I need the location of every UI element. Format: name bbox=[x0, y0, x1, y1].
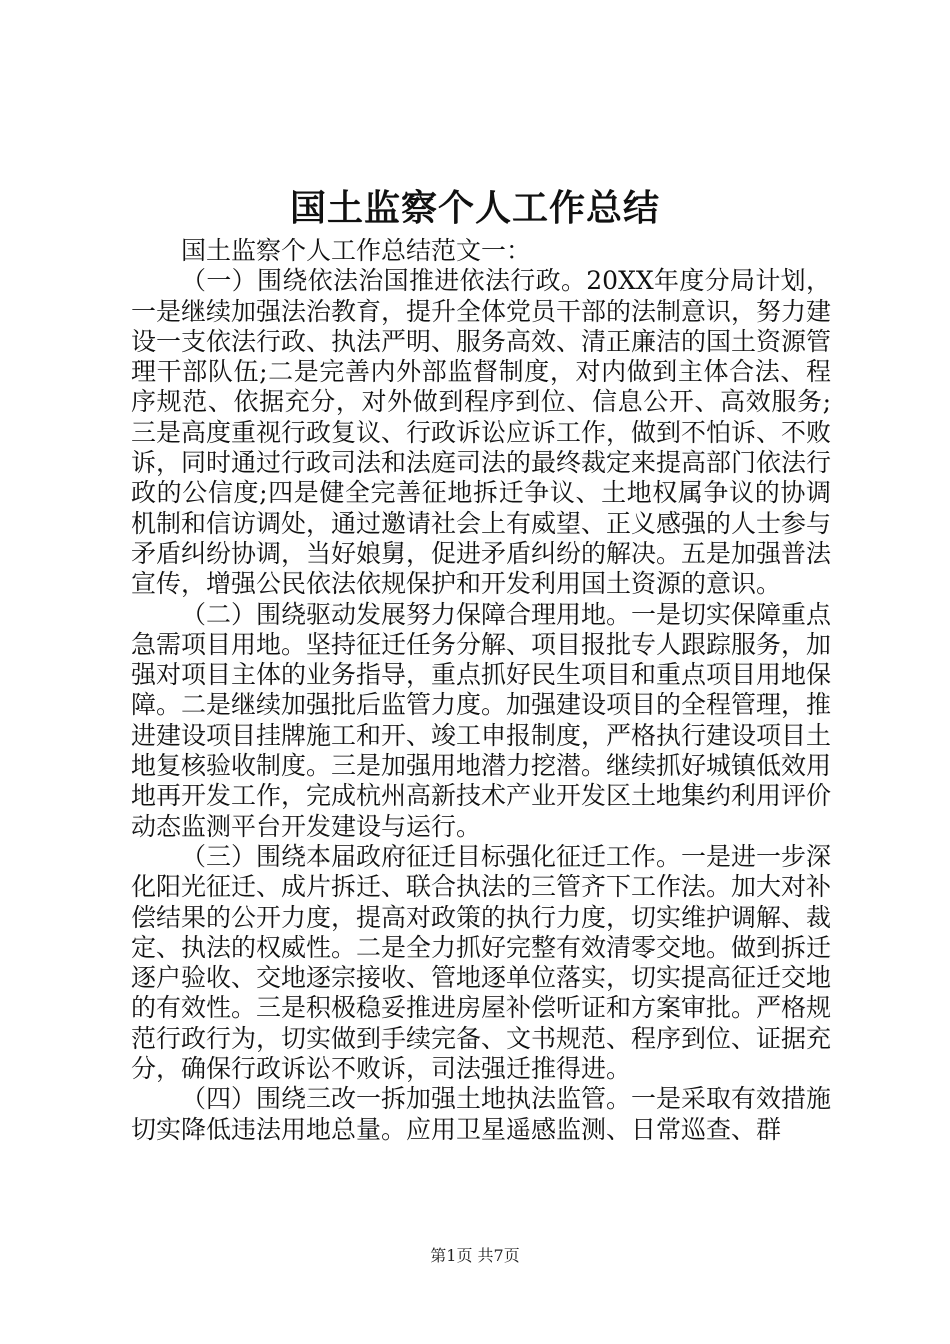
page-number-footer: 第1页 共7页 bbox=[430, 1246, 520, 1265]
paragraph-2: （二）围绕驱动发展努力保障合理用地。一是切实保障重点急需项目用地。坚持征迁任务分解、项目报批专人跟踪服务，加强对项目主体的业务指导，重点抓好民生项目和重点项目用地保障。二是继续加强批后监管力度。加强建设项目的全程管理，推进建设项目挂牌施工和开、竣工申报制度，严格执行建设项目土地复核验收制度。三是加强用地潜力挖潜。继续抓好城镇低效用地再开发工作，完成杭州高新技术产业开发区土地集约利用评价动态监测平台开发建设与运行。 bbox=[131, 599, 832, 841]
paragraph-4: （四）围绕三改一拆加强土地执法监管。一是采取有效措施切实降低违法用地总量。应用卫星遥感监测、日常巡查、群 bbox=[131, 1084, 832, 1144]
paragraph-3: （三）围绕本届政府征迁目标强化征迁工作。一是进一步深化阳光征迁、成片拆迁、联合执法的三管齐下工作法。加大对补偿结果的公开力度，提高对政策的执行力度，切实维护调解、裁定、执法的权威性。二是全力抓好完整有效清零交地。做到拆迁逐户验收、交地逐宗接收、管地逐单位落实，切实提高征迁交地的有效性。三是积极稳妥推进房屋补偿听证和方案审批。严格规范行政行为，切实做到手续完备、文书规范、程序到位、证据充分，确保行政诉讼不败诉，司法强迁推得进。 bbox=[131, 841, 832, 1084]
document-body bbox=[131, 236, 831, 1145]
document-title: 国土监察个人工作总结 bbox=[289, 187, 660, 229]
intro-paragraph: 国土监察个人工作总结范文一： bbox=[181, 236, 532, 265]
paragraph-1: （一）围绕依法治国推进依法行政。20XX年度分局计划，一是继续加强法治教育，提升全体党员干部的法制意识，努力建设一支依法行政、执法严明、服务高效、清正廉洁的国土资源管理干部队伍;二是完善内外部监督制度，对内做到主体合法、程序规范、依据充分，对外做到程序到位、信息公开、高效服务;三是高度重视行政复议、行政诉讼应诉工作，做到不怕诉、不败诉，同时通过行政司法和法庭司法的最终裁定来提高部门依法行政的公信度;四是健全完善征地拆迁争议、土地权属争议的协调机制和信访调处，通过邀请社会上有威望、正义感强的人士参与矛盾纠纷协调，当好娘舅，促进矛盾纠纷的解决。五是加强普法宣传，增强公民依法依规保护和开发利用国土资源的意识。 bbox=[131, 266, 832, 599]
